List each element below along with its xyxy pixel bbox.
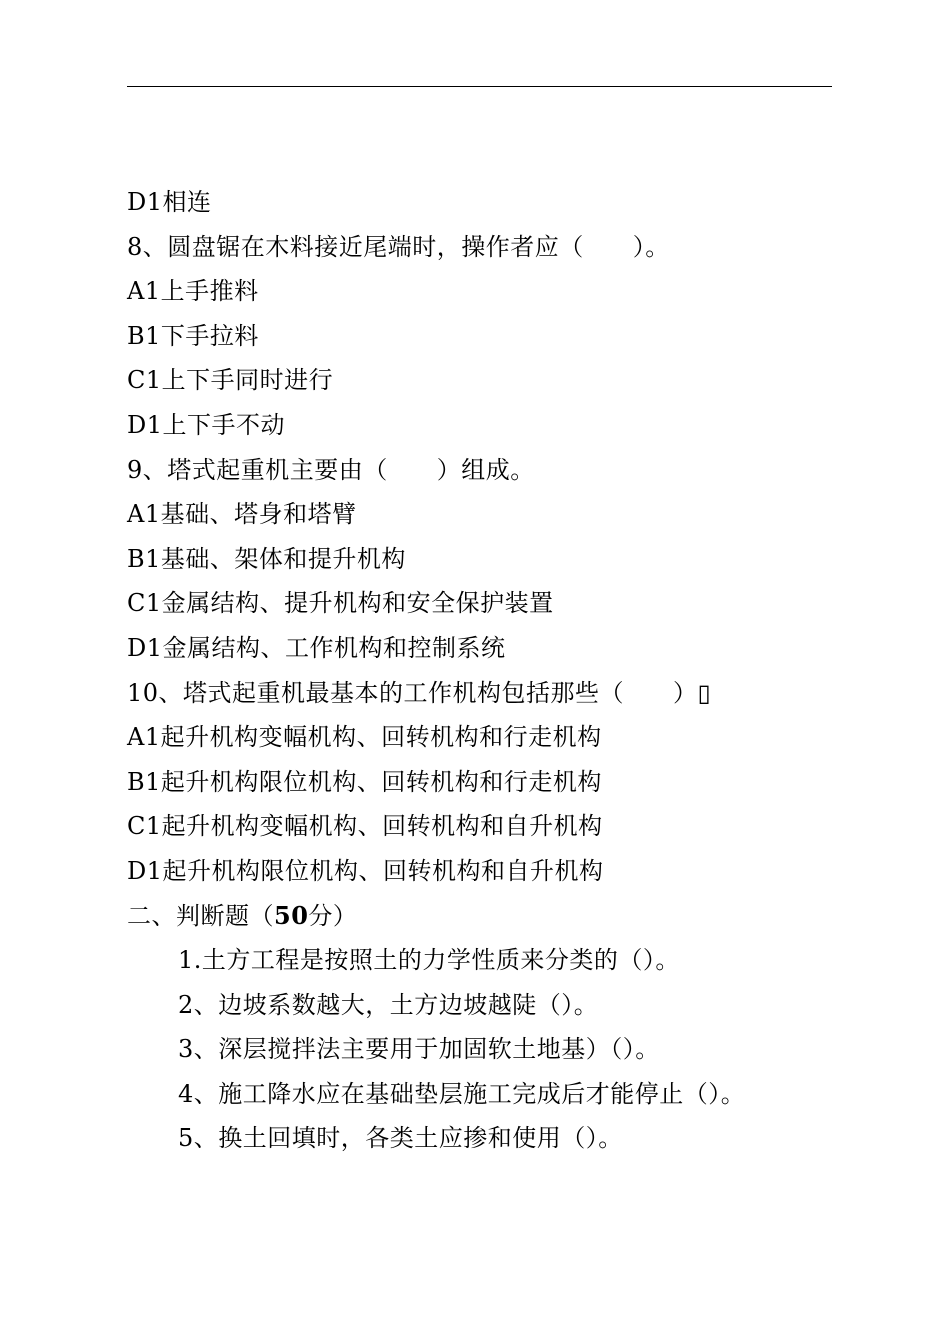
- section-heading-judgment: [127, 894, 847, 939]
- option-d-q10: D1起升机构限位机构、回转机构和自升机构: [127, 856, 604, 885]
- section-score: 50: [274, 900, 309, 930]
- option-d-q9: D1金属结构、工作机构和控制系统: [127, 633, 506, 662]
- judgment-item-3: 3、深层搅拌法主要用于加固软土地基）（）。: [178, 1035, 660, 1064]
- option-d-q7: D1相连: [127, 188, 212, 216]
- option-c-q9: C1金属结构、提升机构和安全保护装置: [127, 589, 554, 618]
- option-c-q10: C1起升机构变幅机构、回转机构和自升机构: [127, 812, 603, 841]
- option-b-q8: B1下手拉料: [127, 321, 259, 350]
- option-c-q8: C1上下手同时进行: [127, 366, 334, 395]
- option-a-q10: A1起升机构变幅机构、回转机构和行走机构: [127, 723, 602, 752]
- option-a-q8: A1上手推料: [127, 277, 259, 306]
- question-8: 8、圆盘锯在木料接近尾端时，操作者应（ ）。: [127, 232, 670, 261]
- question-9: 9、塔式起重机主要由（ ）组成。: [127, 455, 535, 484]
- judgment-item-4: 4、施工降水应在基础垫层施工完成后才能停止（）。: [178, 1079, 746, 1108]
- option-a-q9: A1基础、塔身和塔臂: [127, 500, 357, 529]
- option-d-q8: D1上下手不动: [127, 410, 286, 439]
- option-b-q10: B1起升机构限位机构、回转机构和行走机构: [127, 767, 602, 796]
- question-10: 10、塔式起重机最基本的工作机构包括那些（ ）▯: [127, 678, 712, 707]
- header-rule: [127, 86, 832, 87]
- judgment-item-5: 5、换土回填时，各类土应掺和使用（）。: [178, 1124, 623, 1153]
- option-b-q9: B1基础、架体和提升机构: [127, 544, 406, 573]
- judgment-item-2: 2、边坡系数越大，土方边坡越陡（）。: [178, 990, 599, 1019]
- judgment-item-1: 1.土方工程是按照土的力学性质来分类的（）。: [178, 946, 680, 975]
- document-body: [127, 180, 847, 1161]
- section-heading-prefix: 二、判断题（: [127, 901, 274, 930]
- section-heading-suffix: 分）: [308, 901, 358, 930]
